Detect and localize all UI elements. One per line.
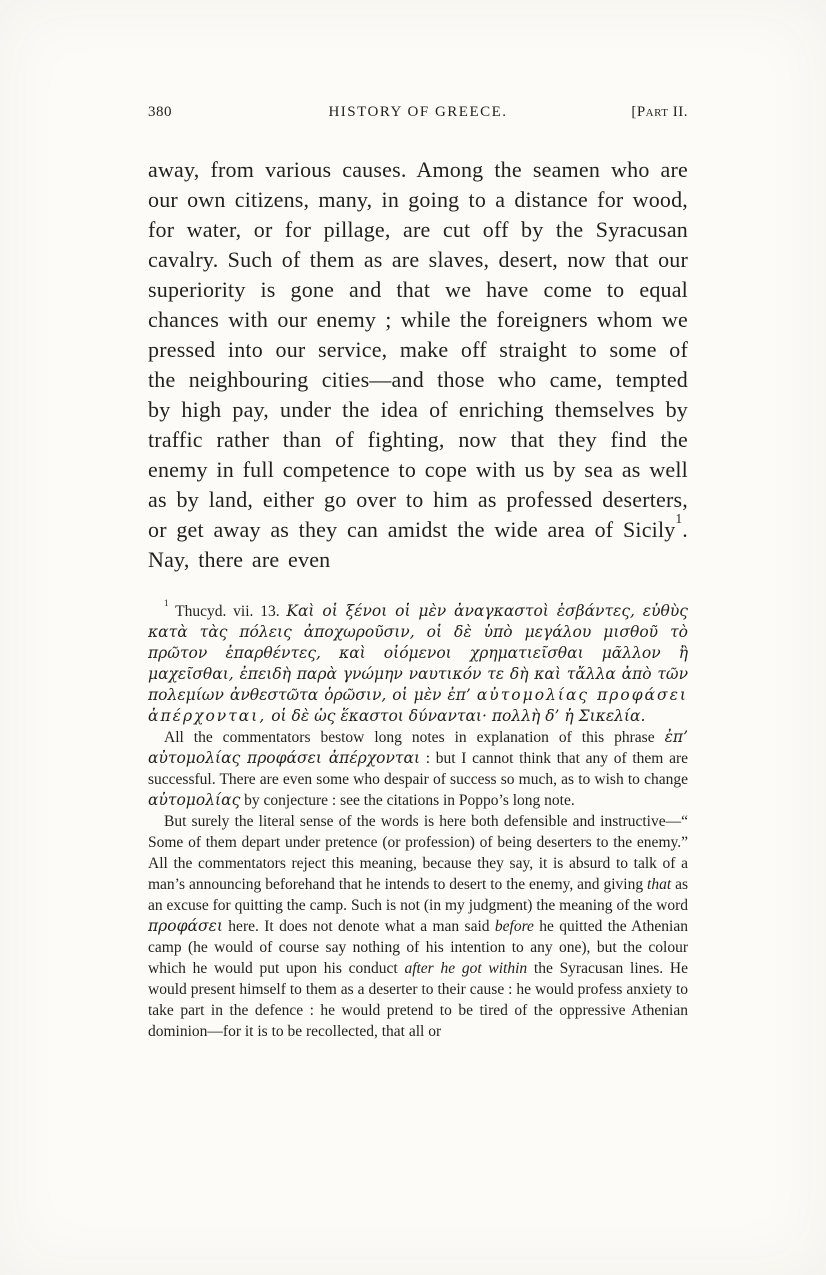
running-title: HISTORY OF GREECE.: [328, 104, 508, 120]
fn3-text-5: the Syracusan lines. He would present himself to them as a deserter to their cause : he would profess anxiety to take part in the defence : he would pretend to be tired of the oppressive Athenian dominion—for it is to be recollected, that all or: [148, 960, 688, 1040]
footnote-commentary-1: [148, 727, 688, 811]
fn3-italic-after: after he got within: [404, 960, 528, 977]
page-header: [148, 104, 688, 121]
greek-quote-emphasized: αὐτομολίας προφάσει ἀπέρχονται,: [148, 686, 688, 725]
greek-quote-start: Καὶ οἱ ξένοι οἱ μὲν ἀναγκαστοὶ ἐσβάντες, εὐθὺς κατὰ τὰς πόλεις ἀποχωροῦσιν, οἱ δὲ ὑπὸ μεγάλου μισθοῦ τὸ πρῶτον ἐπαρθέντες, καὶ οἰόμενοι χρηματιεῖσθαι μᾶλλον ἢ μαχεῖσθαι, ἐπειδὴ παρὰ γνώμην ναυτικόν τε δὴ καὶ τἄλλα ἀπὸ τῶν πολεμίων ἀνθεστῶτα ὁρῶσιν, οἱ μὲν ἐπ’: [148, 602, 688, 704]
fn2-text-1: All the commentators bestow long notes in explanation of this phrase: [164, 729, 665, 746]
greek-quote-end: οἱ δὲ ὡς ἕκαστοι δύνανται· πολλὴ δ’ ἡ Σικελία.: [266, 707, 646, 725]
fn3-text-4: he quitted the Athenian camp (he would of course say nothing of his intention to any one), but the colour which he would put upon his conduct: [148, 918, 688, 977]
body-text-after-note: . Nay, there are even: [148, 517, 688, 572]
footnotes-section: [148, 598, 688, 1042]
fn3-text-3: here. It does not denote what a man said: [222, 918, 495, 935]
body-paragraph: [148, 155, 688, 575]
fn3-greek-word: προφάσει: [148, 917, 223, 935]
footnote-source: Thucyd. vii. 13.: [175, 603, 287, 620]
fn2-text-3: by conjecture : see the citations in Poppo’s long note.: [240, 792, 575, 809]
fn3-text-1: But surely the literal sense of the words is here both defensible and instructive—“ Some of them depart under pretence (or profession) of being deserters to the enemy.” All the commentators reject this meaning, because they say, it is absurd to talk of a man’s announcing beforehand that he intends to desert to the enemy, and giving: [148, 813, 688, 893]
page-number: 380: [148, 104, 172, 120]
footnote-marker: 1: [164, 598, 169, 609]
fn3-italic-that: that: [647, 876, 672, 893]
footnote-reference: 1: [675, 510, 683, 526]
footnote-commentary-2: [148, 811, 688, 1042]
body-text-before-note: away, from various causes. Among the seamen who are our own citizens, many, in going to a distance for wood, for water, or for pillage, are cut off by the Syracusan cavalry. Such of them as are slaves, desert, now that our superiority is gone and that we have come to equal chances with our enemy ; while the foreigners whom we pressed into our service, make off straight to some of the neighbouring cities—and those who came, tempted by high pay, under the idea of enriching themselves by traffic rather than of fighting, now that they find the enemy in full competence to cope with us by sea as well as by land, either go over to him as professed deserters, or get away as they can amidst the wide area of Sicily: [148, 157, 688, 542]
fn2-greek-word: αὐτομολίας: [148, 791, 241, 809]
fn3-italic-before: before: [494, 918, 534, 935]
part-label: [Part II.: [631, 104, 688, 120]
fn3-text-2: as an excuse for quitting the camp. Such is not (in my judgment) the meaning of the word: [148, 876, 688, 914]
fn2-greek-phrase: ἐπ’ αὐτομολίας προφάσει ἀπέρχονται: [148, 728, 688, 767]
footnote-greek-citation: [148, 598, 688, 727]
fn2-text-2: : but I cannot think that any of them are successful. There are even some who despair of success so much, as to wish to change: [148, 750, 688, 788]
main-text: [148, 155, 688, 575]
